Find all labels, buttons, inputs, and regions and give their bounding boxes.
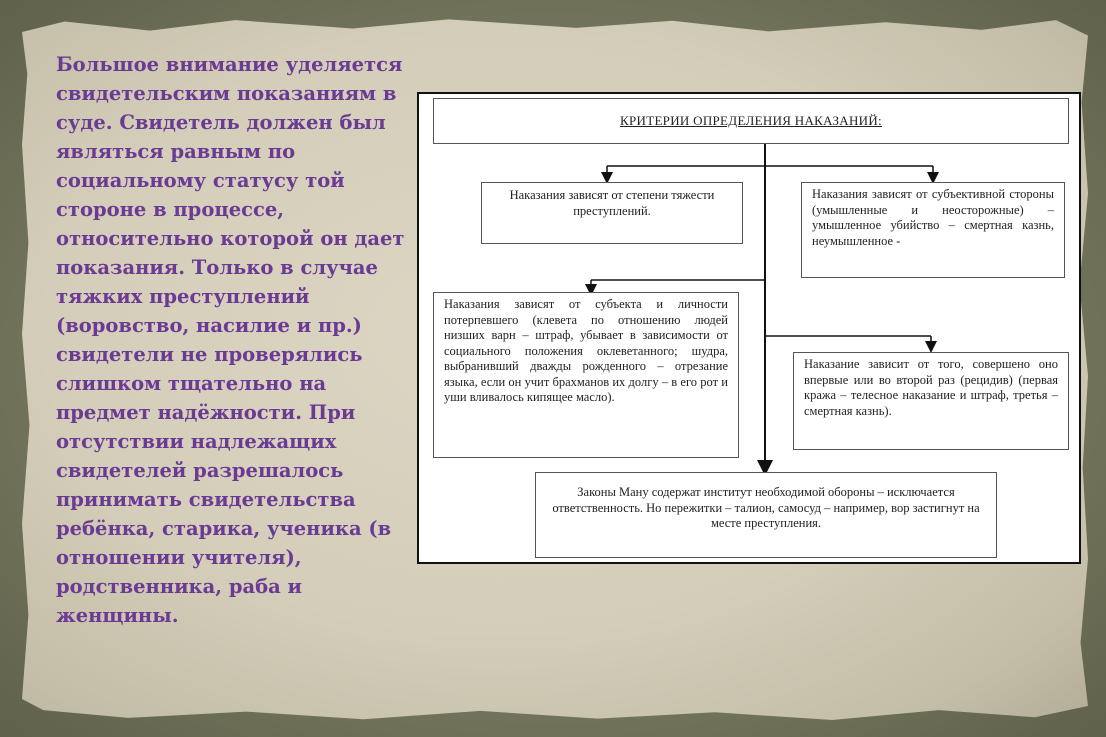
diagram-title: КРИТЕРИИ ОПРЕДЕЛЕНИЯ НАКАЗАНИЙ: — [433, 98, 1069, 144]
box-victim: Наказания зависят от субъекта и личности потерпевшего (клевета по отношению людей низших варн – штраф, убывает в зависимости от социального положения оклеветанного; шудра, выбранивший дважды рожденного – отрезание языка, если он учит брахманов их долгу – в его рот и уши вливалось кипящее масло). — [433, 292, 739, 458]
box-severity: Наказания зависят от степени тяжести преступлений. — [481, 182, 743, 244]
box-recidivism: Наказание зависит от того, совершено оно впервые или во второй раз (рецидив) (первая кража – телесное наказание и штраф, третья – смертная казнь). — [793, 352, 1069, 450]
slide-body-text: Большое внимание уделяется свидетельским показаниям в суде. Свидетель должен был являться равным по социальному статусу той стороне в процессе, относительно которой он дает показания. Только в случае тяжких преступлений (воровство, насилие и пр.) свидетели не проверялись слишком тщательно на предмет надёжности. При отсутствии надлежащих свидетелей разрешалось принимать свидетельства ребёнка, старика, ученика (в отношении учителя), родственника, раба и женщины. — [56, 53, 405, 627]
criteria-diagram — [417, 92, 1081, 564]
box-subjective: Наказания зависят от субъективной стороны (умышленные и неосторожные) – умышленное убийство – смертная казнь, неумышленное - — [801, 182, 1065, 278]
box-defense: Законы Ману содержат институт необходимой обороны – исключается ответственность. Но пережитки – талион, самосуд – например, вор застигнут на месте преступления. — [535, 472, 997, 558]
